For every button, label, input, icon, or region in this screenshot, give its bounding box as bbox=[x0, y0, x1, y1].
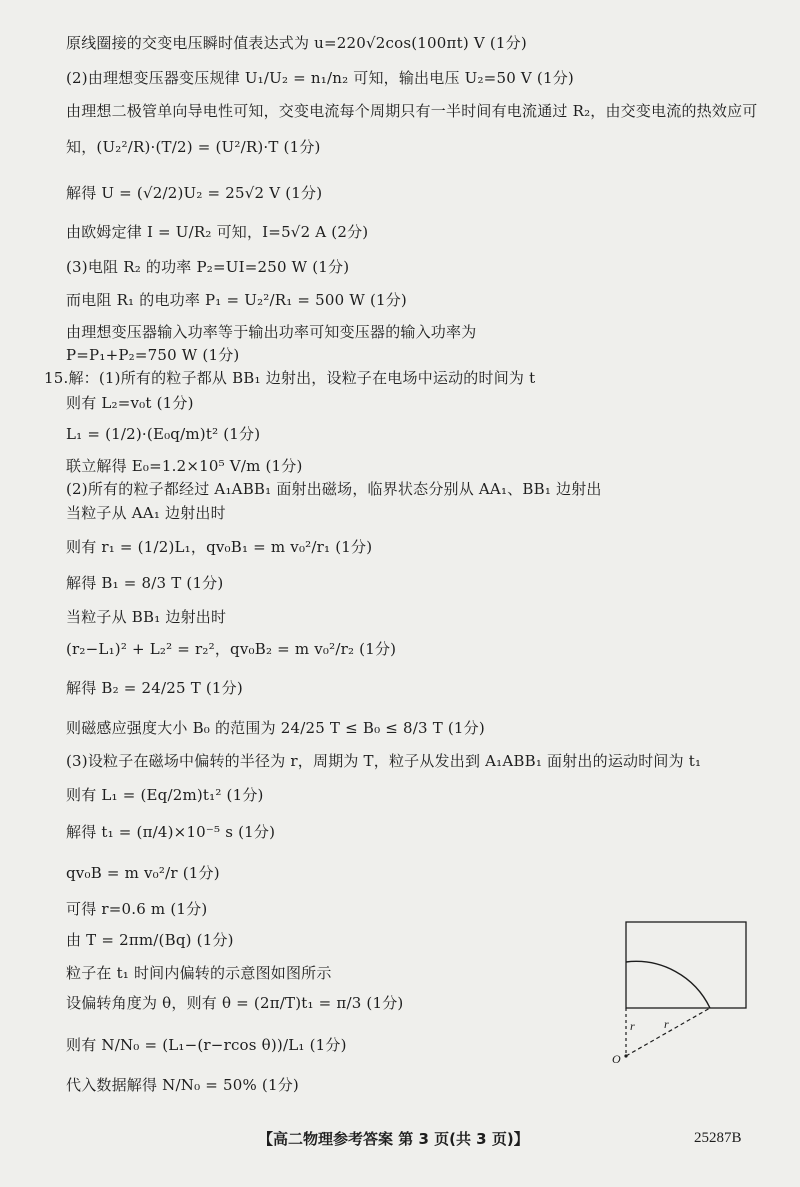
center-point-O bbox=[624, 1054, 627, 1057]
text-line: 当粒子从 BB₁ 边射出时 bbox=[66, 608, 227, 626]
particle-trajectory-arc bbox=[626, 961, 710, 1008]
text-line: 由 T = 2πm/(Bq) (1分) bbox=[66, 931, 234, 949]
text-line: (3)设粒子在磁场中偏转的半径为 r，周期为 T，粒子从发出到 A₁ABB₁ 面射出的运动时间为 t₁ bbox=[66, 752, 702, 770]
text-line: 15.解：(1)所有的粒子都从 BB₁ 边射出，设粒子在电场中运动的时间为 t bbox=[44, 369, 536, 387]
text-line: 而电阻 R₁ 的电功率 P₁ = U₂²/R₁ = 500 W (1分) bbox=[66, 291, 407, 309]
text-line: 代入数据解得 N/N₀ = 50% (1分) bbox=[66, 1076, 299, 1094]
text-line: 解得 U = (√2/2)U₂ = 25√2 V (1分) bbox=[66, 184, 323, 202]
label-r-vertical: r bbox=[630, 1019, 635, 1033]
text-line: qv₀B = m v₀²/r (1分) bbox=[66, 864, 220, 882]
text-line: 设偏转角度为 θ，则有 θ = (2π/T)t₁ = π/3 (1分) bbox=[66, 994, 404, 1012]
text-line: (2)由理想变压器变压规律 U₁/U₂ = n₁/n₂ 可知，输出电压 U₂=50 V (1分) bbox=[66, 69, 574, 87]
text-line: 原线圈接的交变电压瞬时值表达式为 u=220√2cos(100πt) V (1分) bbox=[66, 34, 527, 52]
text-line: 解得 B₂ = 24/25 T (1分) bbox=[66, 679, 243, 697]
document-code: 25287B bbox=[694, 1130, 742, 1146]
text-line: (r₂−L₁)² + L₂² = r₂²，qv₀B₂ = m v₀²/r₂ (1分) bbox=[66, 640, 397, 658]
text-line: 则有 r₁ = (1/2)L₁，qv₀B₁ = m v₀²/r₁ (1分) bbox=[66, 538, 373, 556]
text-line: (3)电阻 R₂ 的功率 P₂=UI=250 W (1分) bbox=[66, 258, 350, 276]
text-line: 可得 r=0.6 m (1分) bbox=[66, 900, 208, 918]
text-line: 由欧姆定律 I = U/R₂ 可知，I=5√2 A (2分) bbox=[66, 223, 369, 241]
text-line: 则有 L₁ = (Eq/2m)t₁² (1分) bbox=[66, 786, 264, 804]
footer-title: 【高二物理参考答案 第 3 页(共 3 页)】 bbox=[258, 1130, 529, 1148]
text-line: P=P₁+P₂=750 W (1分) bbox=[66, 346, 240, 364]
field-rectangle bbox=[626, 922, 746, 1008]
text-line: 则磁感应强度大小 B₀ 的范围为 24/25 T ≤ B₀ ≤ 8/3 T (1分) bbox=[66, 719, 485, 737]
radius-dashed-diagonal bbox=[626, 1008, 710, 1056]
text-line: 由理想变压器输入功率等于输出功率可知变压器的输入功率为 bbox=[66, 323, 477, 341]
text-line: 由理想二极管单向导电性可知，交变电流每个周期只有一半时间有电流通过 R₂，由交变电流的热效应可 bbox=[66, 102, 758, 120]
text-line: 当粒子从 AA₁ 边射出时 bbox=[66, 504, 226, 522]
text-line: 解得 B₁ = 8/3 T (1分) bbox=[66, 574, 224, 592]
text-line: 则有 L₂=v₀t (1分) bbox=[66, 394, 194, 412]
text-line: 知，(U₂²/R)·(T/2) = (U²/R)·T (1分) bbox=[66, 138, 321, 156]
text-line: L₁ = (1/2)·(E₀q/m)t² (1分) bbox=[66, 425, 261, 443]
text-line: 解得 t₁ = (π/4)×10⁻⁵ s (1分) bbox=[66, 823, 276, 841]
text-line: 则有 N/N₀ = (L₁−(r−rcos θ))/L₁ (1分) bbox=[66, 1036, 347, 1054]
label-r-diagonal: r bbox=[664, 1017, 669, 1031]
label-O: O bbox=[612, 1052, 621, 1066]
text-line: 粒子在 t₁ 时间内偏转的示意图如图所示 bbox=[66, 964, 332, 982]
text-line: (2)所有的粒子都经过 A₁ABB₁ 面射出磁场，临界状态分别从 AA₁、BB₁ 边射出 bbox=[66, 480, 602, 498]
text-line: 联立解得 E₀=1.2×10⁵ V/m (1分) bbox=[66, 457, 303, 475]
